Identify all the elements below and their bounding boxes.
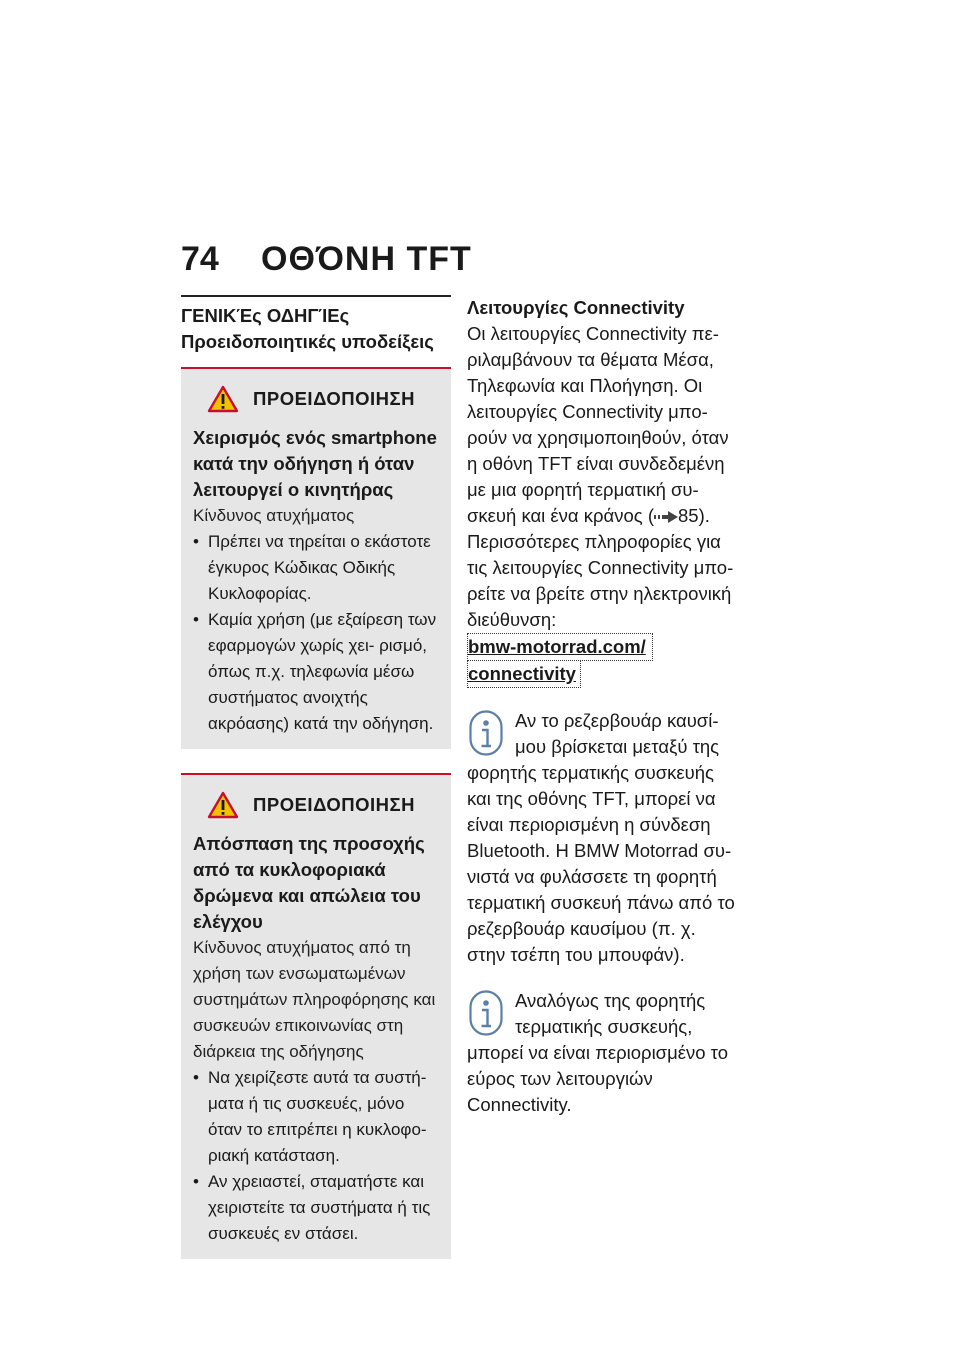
link-line-2[interactable]: connectivity	[467, 661, 581, 688]
info-icon	[469, 990, 503, 1036]
connectivity-intro: Οι λειτουργίες Connectivity πε- ριλαμβάνουν τα θέματα Μέσα, Τηλεφωνία και Πλοήγηση. Οι λειτουργίες Connectivity μπο- ρούν να χρησιμοποιηθούν, όταν η οθόνη TFT είναι συνδεδεμένη με μια φορητή τερματική συ- σκευή και ένα κράνος ( 85).	[467, 323, 729, 526]
warning-triangle-icon	[207, 385, 239, 413]
list-item: • Καμία χρήση (με εξαίρεση των εφαρμογών χωρίς χει- ρισμό, όπως π.χ. τηλεφωνία μέσω συστήματος ανοιχτής ακρόασης) κατά την οδήγηση.	[193, 607, 439, 737]
warning-triangle-icon	[207, 791, 239, 819]
arrow-ref-icon	[654, 511, 678, 523]
list-item: • Να χειρίζεστε αυτά τα συστή- ματα ή τις συσκευές, μόνο όταν το επιτρέπει η κυκλοφο- ριακή κατάσταση.	[193, 1065, 439, 1169]
warning-title: ΠΡΟΕΙΔΟΠΟΙΗΣΗ	[253, 388, 415, 409]
list-item: • Αν χρειαστεί, σταματήστε και χειριστείτε τα συστήματα ή τις συσκευές εν στάσει.	[193, 1169, 439, 1247]
info-text: Αναλόγως της φορητής τερματικής συσκευής, μπορεί να είναι περιορισμένο το εύρος των λειτουργιών Connectivity.	[467, 990, 729, 1115]
section-heading: ΓΕΝΙΚΈς ΟΔΗΓΊΕς	[181, 305, 350, 326]
info-icon	[469, 710, 503, 756]
info-text: Αν το ρεζερβουάρ καυσί- μου βρίσκεται μεταξύ της φορητής τερματικής συσκευής και της οθόνης TFT, μπορεί να είναι περιορισμένη η σύνδεση Bluetooth. Η BMW Motorrad συ- νιστά να φυλάσσετε τη φορητή τερματική συσκευή πάνω από το ρεζερβουάρ καυσίμου (π. χ. στην τσέπη του μπουφάν).	[467, 710, 735, 965]
warning-bullets	[193, 529, 439, 737]
page-number: 74	[181, 240, 219, 278]
link-line-1[interactable]: bmw-motorrad.com/	[467, 633, 653, 661]
connectivity-more-info: Περισσότερες πληροφορίες για τις λειτουργίες Connectivity μπο- ρείτε να βρείτε στην ηλεκτρονική διεύθυνση:	[467, 531, 734, 630]
sub-heading: Προειδοποιητικές υποδείξεις	[181, 331, 434, 352]
list-item: • Πρέπει να τηρείται ο εκάστοτε έγκυρος Κώδικας Οδικής Κυκλοφορίας.	[193, 529, 439, 607]
connectivity-heading: Λειτουργίες Connectivity	[467, 297, 685, 318]
info-note-2	[467, 988, 739, 1118]
warning-heading: Απόσπαση της προσοχής από τα κυκλοφοριακά δρώμενα και απώλεια του ελέγχου	[193, 833, 425, 932]
warning-risk: Κίνδυνος ατυχήματος	[193, 506, 355, 525]
warning-heading: Χειρισμός ενός smartphone κατά την οδήγηση ή όταν λειτουργεί ο κινητήρας	[193, 427, 437, 500]
right-column	[467, 295, 739, 1118]
warning-bullets	[193, 1065, 439, 1247]
warning-box-1	[181, 369, 451, 749]
connectivity-link[interactable]	[467, 633, 739, 688]
page-title: ΟΘΌΝΗ TFT	[261, 240, 472, 278]
left-column	[181, 295, 451, 1259]
warning-risk: Κίνδυνος ατυχήματος από τη χρήση των ενσωματωμένων συστημάτων πληροφόρησης και συσκευών επικοινωνίας στη διάρκεια της οδήγησης	[193, 938, 436, 1061]
page-header	[181, 240, 472, 279]
info-note-1	[467, 708, 739, 968]
warning-title: ΠΡΟΕΙΔΟΠΟΙΗΣΗ	[253, 794, 415, 815]
warning-box-2	[181, 775, 451, 1259]
section-rule	[181, 295, 451, 297]
